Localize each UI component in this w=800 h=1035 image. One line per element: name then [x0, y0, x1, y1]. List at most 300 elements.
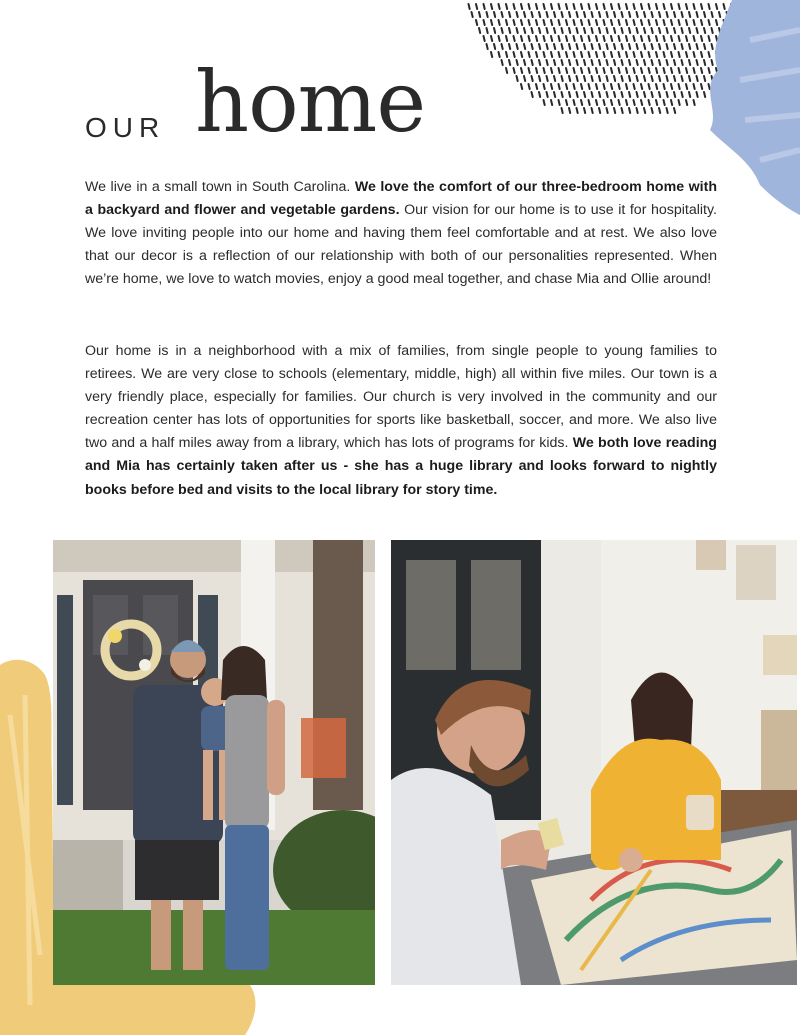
decorative-dash — [509, 60, 510, 65]
decorative-dash — [649, 68, 650, 73]
decorative-dash — [637, 60, 638, 65]
decorative-dash — [589, 68, 590, 73]
decorative-dash — [569, 12, 570, 17]
decorative-dash — [641, 4, 642, 9]
paragraph-intro-text-1: We live in a small town in South Carolina. — [85, 179, 355, 195]
decorative-dash — [566, 100, 567, 105]
decorative-dash — [686, 4, 687, 9]
decorative-dash — [637, 76, 638, 81]
decorative-dash — [506, 36, 507, 41]
decorative-dash — [524, 44, 525, 49]
decorative-dash — [551, 36, 552, 41]
decorative-dash — [551, 100, 552, 105]
decorative-dash — [637, 12, 638, 17]
decorative-dash — [559, 36, 560, 41]
decorative-dash — [479, 28, 480, 33]
decorative-dash — [532, 44, 533, 49]
decorative-dash — [596, 100, 597, 105]
decorative-dash — [532, 76, 533, 81]
decorative-dash — [559, 100, 560, 105]
decorative-dash — [611, 100, 612, 105]
decorative-dash — [622, 108, 623, 113]
decorative-dash — [619, 100, 620, 105]
decorative-dash — [574, 36, 575, 41]
decorative-dash — [622, 92, 623, 97]
decorative-dash — [544, 20, 545, 25]
decorative-dash — [634, 36, 635, 41]
decorative-dash — [599, 60, 600, 65]
decorative-dash — [547, 76, 548, 81]
decorative-dash — [674, 44, 675, 49]
decorative-dash — [619, 4, 620, 9]
decorative-dash — [506, 68, 507, 73]
decorative-dash — [502, 12, 503, 17]
decorative-dash — [589, 100, 590, 105]
decorative-dash — [664, 100, 665, 105]
decorative-dash — [574, 4, 575, 9]
decorative-dash — [574, 52, 575, 57]
decorative-dash — [652, 60, 653, 65]
decorative-dash — [682, 12, 683, 17]
decorative-dash — [574, 68, 575, 73]
decorative-dash — [644, 76, 645, 81]
decorative-dash — [562, 12, 563, 17]
decorative-dash — [592, 28, 593, 33]
decorative-dash — [506, 52, 507, 57]
decorative-dash — [536, 84, 537, 89]
decorative-dash — [581, 84, 582, 89]
couple-board-game-photo — [391, 540, 797, 985]
decorative-dash — [614, 60, 615, 65]
decorative-dash — [626, 36, 627, 41]
decorative-dash — [529, 4, 530, 9]
decorative-dash — [559, 4, 560, 9]
decorative-dash — [559, 20, 560, 25]
decorative-dash — [577, 92, 578, 97]
decorative-dash — [641, 36, 642, 41]
decorative-dash — [547, 44, 548, 49]
decorative-dash — [484, 4, 485, 9]
decorative-dash — [674, 76, 675, 81]
decorative-dash — [506, 20, 507, 25]
decorative-dash — [626, 4, 627, 9]
decorative-dash — [544, 4, 545, 9]
decorative-dash — [559, 84, 560, 89]
decorative-dash — [607, 92, 608, 97]
decorative-dash — [566, 68, 567, 73]
decorative-dash — [649, 4, 650, 9]
decorative-dash — [656, 20, 657, 25]
decorative-dash — [521, 36, 522, 41]
decorative-dash — [532, 92, 533, 97]
paragraph-neighborhood-bold: We both love reading and Mia has certainly taken after us - she has a huge library and looks forward to nightly books before bed and visits to the local library for story time. — [85, 435, 717, 498]
decorative-dash — [596, 52, 597, 57]
decorative-dash — [637, 44, 638, 49]
decorative-dash — [491, 20, 492, 25]
decorative-dash — [604, 68, 605, 73]
decorative-dash — [521, 68, 522, 73]
decorative-dash — [644, 92, 645, 97]
decorative-dash — [484, 36, 485, 41]
decorative-dash — [604, 84, 605, 89]
decorative-dash — [629, 108, 630, 113]
decorative-dash — [649, 36, 650, 41]
decorative-dash — [626, 100, 627, 105]
decorative-dash — [599, 28, 600, 33]
decorative-dash — [686, 36, 687, 41]
decorative-dash — [551, 4, 552, 9]
decorative-dash — [604, 20, 605, 25]
decorative-dash — [554, 44, 555, 49]
decorative-dash — [634, 4, 635, 9]
decorative-dash — [682, 76, 683, 81]
decorative-dash — [484, 20, 485, 25]
decorative-dash — [589, 4, 590, 9]
decorative-dash — [599, 108, 600, 113]
decorative-dash — [611, 36, 612, 41]
paragraph-neighborhood — [85, 340, 717, 502]
decorative-dash — [611, 20, 612, 25]
decorative-dash — [671, 20, 672, 25]
decorative-dash — [644, 108, 645, 113]
decorative-dash — [674, 28, 675, 33]
decorative-dash — [506, 4, 507, 9]
decorative-dash — [619, 68, 620, 73]
decorative-dash — [641, 68, 642, 73]
decorative-dash — [652, 108, 653, 113]
decorative-dash — [656, 84, 657, 89]
decorative-dash — [614, 44, 615, 49]
decorative-dash — [619, 84, 620, 89]
decorative-dash — [589, 20, 590, 25]
decorative-dash — [589, 36, 590, 41]
decorative-dash — [524, 12, 525, 17]
decorative-dash — [659, 60, 660, 65]
decorative-dash — [664, 84, 665, 89]
decorative-dash — [682, 92, 683, 97]
decorative-dash — [682, 60, 683, 65]
decorative-dash — [659, 28, 660, 33]
decorative-dash — [562, 92, 563, 97]
decorative-dash — [596, 20, 597, 25]
decorative-dash — [637, 108, 638, 113]
decorative-dash — [524, 76, 525, 81]
decorative-dash — [499, 20, 500, 25]
paragraph-intro-text-2: Our vision for our home is to use it for hospitality. We love inviting people into our home and having them feel comfortable and at rest. We also love that our decor is a reflection of our relationship with both of our personalities represented. When we’re home, we love to watch movies, enjoy a good meal together, and chase Mia and Ollie around! — [85, 202, 717, 288]
decorative-dash — [649, 52, 650, 57]
decorative-dash — [644, 28, 645, 33]
decorative-dash — [641, 100, 642, 105]
decorative-dash — [577, 108, 578, 113]
decorative-dash — [659, 12, 660, 17]
decorative-dash — [619, 36, 620, 41]
decorative-dash — [551, 52, 552, 57]
decorative-dash — [596, 84, 597, 89]
decorative-dash — [514, 52, 515, 57]
decorative-dash — [592, 12, 593, 17]
decorative-dash — [551, 68, 552, 73]
decorative-dash — [529, 68, 530, 73]
decorative-dash — [652, 92, 653, 97]
decorative-dash — [562, 76, 563, 81]
decorative-dash — [584, 92, 585, 97]
decorative-dash — [671, 52, 672, 57]
decorative-dash — [667, 44, 668, 49]
decorative-dash — [476, 20, 477, 25]
decorative-dash — [589, 84, 590, 89]
decorative-dash — [674, 60, 675, 65]
decorative-dash — [599, 44, 600, 49]
decorative-dash — [529, 84, 530, 89]
decorative-dash — [569, 108, 570, 113]
decorative-dash — [514, 68, 515, 73]
decorative-dash — [604, 100, 605, 105]
decorative-dash — [499, 52, 500, 57]
decorative-dash — [592, 92, 593, 97]
decorative-dash — [574, 100, 575, 105]
decorative-dash — [569, 76, 570, 81]
decorative-yellow-brush — [0, 655, 58, 1035]
decorative-dash — [539, 12, 540, 17]
decorative-dash — [589, 52, 590, 57]
decorative-dash — [544, 100, 545, 105]
decorative-dash — [674, 12, 675, 17]
decorative-dash — [671, 36, 672, 41]
decorative-dash — [614, 92, 615, 97]
decorative-dash — [614, 12, 615, 17]
decorative-dash — [659, 92, 660, 97]
decorative-dash — [679, 100, 680, 105]
decorative-dash — [494, 12, 495, 17]
decorative-dash — [536, 20, 537, 25]
decorative-dash — [532, 60, 533, 65]
decorative-dash — [547, 92, 548, 97]
decorative-dash — [584, 60, 585, 65]
decorative-dash — [502, 44, 503, 49]
decorative-dash — [614, 28, 615, 33]
decorative-dash — [599, 76, 600, 81]
decorative-dash — [539, 76, 540, 81]
decorative-dash — [634, 52, 635, 57]
decorative-dash — [581, 36, 582, 41]
decorative-dash — [682, 44, 683, 49]
decorative-dash — [592, 44, 593, 49]
decorative-dash — [607, 76, 608, 81]
decorative-dash — [487, 12, 488, 17]
decorative-dash — [611, 4, 612, 9]
decorative-dash — [637, 92, 638, 97]
decorative-dash — [584, 44, 585, 49]
decorative-dash — [686, 68, 687, 73]
decorative-dash — [509, 12, 510, 17]
decorative-dash — [607, 28, 608, 33]
decorative-dash — [674, 92, 675, 97]
decorative-dash — [584, 108, 585, 113]
decorative-dash — [611, 68, 612, 73]
decorative-dash — [592, 108, 593, 113]
decorative-dash — [517, 76, 518, 81]
decorative-dash — [629, 12, 630, 17]
decorative-dash — [619, 52, 620, 57]
decorative-dash — [532, 12, 533, 17]
decorative-dash — [629, 28, 630, 33]
decorative-dash — [596, 68, 597, 73]
decorative-dash — [551, 20, 552, 25]
decorative-dash — [494, 28, 495, 33]
decorative-dash — [686, 100, 687, 105]
decorative-dash — [664, 4, 665, 9]
decorative-dash — [626, 68, 627, 73]
title-small-word: OUR — [85, 112, 166, 143]
decorative-dash — [626, 52, 627, 57]
decorative-dash — [577, 12, 578, 17]
decorative-dash — [554, 28, 555, 33]
decorative-dash — [622, 76, 623, 81]
decorative-dash — [514, 36, 515, 41]
decorative-dash — [547, 12, 548, 17]
decorative-dash — [622, 12, 623, 17]
decorative-dash — [547, 28, 548, 33]
decorative-dash — [566, 20, 567, 25]
family-photo-front-door — [53, 540, 375, 985]
decorative-dash — [629, 60, 630, 65]
decorative-dash — [566, 4, 567, 9]
decorative-dash — [569, 28, 570, 33]
decorative-dash — [566, 84, 567, 89]
decorative-dash — [581, 20, 582, 25]
decorative-dash — [529, 36, 530, 41]
decorative-dash — [577, 60, 578, 65]
decorative-dash — [649, 84, 650, 89]
decorative-dash — [619, 20, 620, 25]
decorative-dash — [596, 36, 597, 41]
decorative-dash — [637, 28, 638, 33]
decorative-dash — [499, 4, 500, 9]
decorative-dash — [656, 52, 657, 57]
decorative-dash — [682, 28, 683, 33]
decorative-dash — [529, 20, 530, 25]
decorative-dash — [491, 52, 492, 57]
decorative-dash — [686, 52, 687, 57]
decorative-dash — [604, 52, 605, 57]
decorative-dash — [622, 44, 623, 49]
decorative-dash — [551, 84, 552, 89]
decorative-dash — [544, 36, 545, 41]
decorative-dash — [679, 4, 680, 9]
decorative-dash — [604, 36, 605, 41]
decorative-dash — [634, 100, 635, 105]
decorative-dash — [514, 4, 515, 9]
decorative-dash — [569, 44, 570, 49]
decorative-dash — [584, 28, 585, 33]
decorative-dash — [667, 28, 668, 33]
decorative-dash — [679, 36, 680, 41]
paragraph-intro — [85, 176, 717, 291]
decorative-dash — [611, 52, 612, 57]
decorative-dash — [502, 60, 503, 65]
decorative-dash — [644, 60, 645, 65]
decorative-dash — [539, 60, 540, 65]
decorative-dash — [569, 92, 570, 97]
decorative-dash — [667, 76, 668, 81]
decorative-dash — [629, 44, 630, 49]
decorative-dash — [686, 84, 687, 89]
decorative-dash — [664, 68, 665, 73]
decorative-dash — [517, 12, 518, 17]
decorative-dash — [634, 20, 635, 25]
decorative-dash — [509, 28, 510, 33]
decorative-dash — [671, 68, 672, 73]
decorative-dash — [656, 36, 657, 41]
decorative-dash — [554, 12, 555, 17]
decorative-dash — [581, 100, 582, 105]
decorative-dash — [494, 44, 495, 49]
decorative-dash — [547, 60, 548, 65]
decorative-dash — [539, 44, 540, 49]
decorative-dash — [517, 44, 518, 49]
decorative-dash — [536, 52, 537, 57]
decorative-dash — [679, 84, 680, 89]
decorative-dash — [592, 76, 593, 81]
decorative-yellow-brush-bottom — [40, 985, 260, 1035]
decorative-dash — [652, 28, 653, 33]
decorative-dash — [581, 4, 582, 9]
decorative-dash — [569, 60, 570, 65]
decorative-dash — [536, 68, 537, 73]
decorative-dash — [521, 84, 522, 89]
decorative-dash — [652, 12, 653, 17]
decorative-dash — [479, 12, 480, 17]
decorative-dash — [679, 68, 680, 73]
decorative-dash — [592, 60, 593, 65]
decorative-dash — [652, 76, 653, 81]
decorative-dash — [521, 4, 522, 9]
decorative-dash — [554, 92, 555, 97]
decorative-dash — [544, 52, 545, 57]
decorative-dash — [626, 84, 627, 89]
decorative-dash — [577, 76, 578, 81]
decorative-dash — [679, 20, 680, 25]
decorative-dash — [659, 76, 660, 81]
decorative-dash — [517, 60, 518, 65]
decorative-dash — [649, 100, 650, 105]
decorative-dash — [517, 28, 518, 33]
decorative-dash — [514, 20, 515, 25]
decorative-dash — [644, 12, 645, 17]
decorative-dash — [476, 4, 477, 9]
decorative-dash — [679, 52, 680, 57]
decorative-dash — [599, 12, 600, 17]
decorative-dash — [649, 20, 650, 25]
decorative-dash — [629, 76, 630, 81]
decorative-dash — [521, 20, 522, 25]
decorative-dash — [554, 76, 555, 81]
decorative-dash — [472, 12, 473, 17]
decorative-dash — [532, 28, 533, 33]
title-large-word: home — [195, 53, 426, 151]
decorative-dash — [599, 92, 600, 97]
decorative-dash — [469, 4, 470, 9]
decorative-dash — [656, 68, 657, 73]
decorative-dash — [491, 4, 492, 9]
decorative-dash — [656, 4, 657, 9]
decorative-dash — [487, 28, 488, 33]
decorative-dash — [524, 28, 525, 33]
decorative-dash — [664, 36, 665, 41]
decorative-dash — [554, 60, 555, 65]
decorative-dash — [544, 68, 545, 73]
decorative-dash — [671, 100, 672, 105]
